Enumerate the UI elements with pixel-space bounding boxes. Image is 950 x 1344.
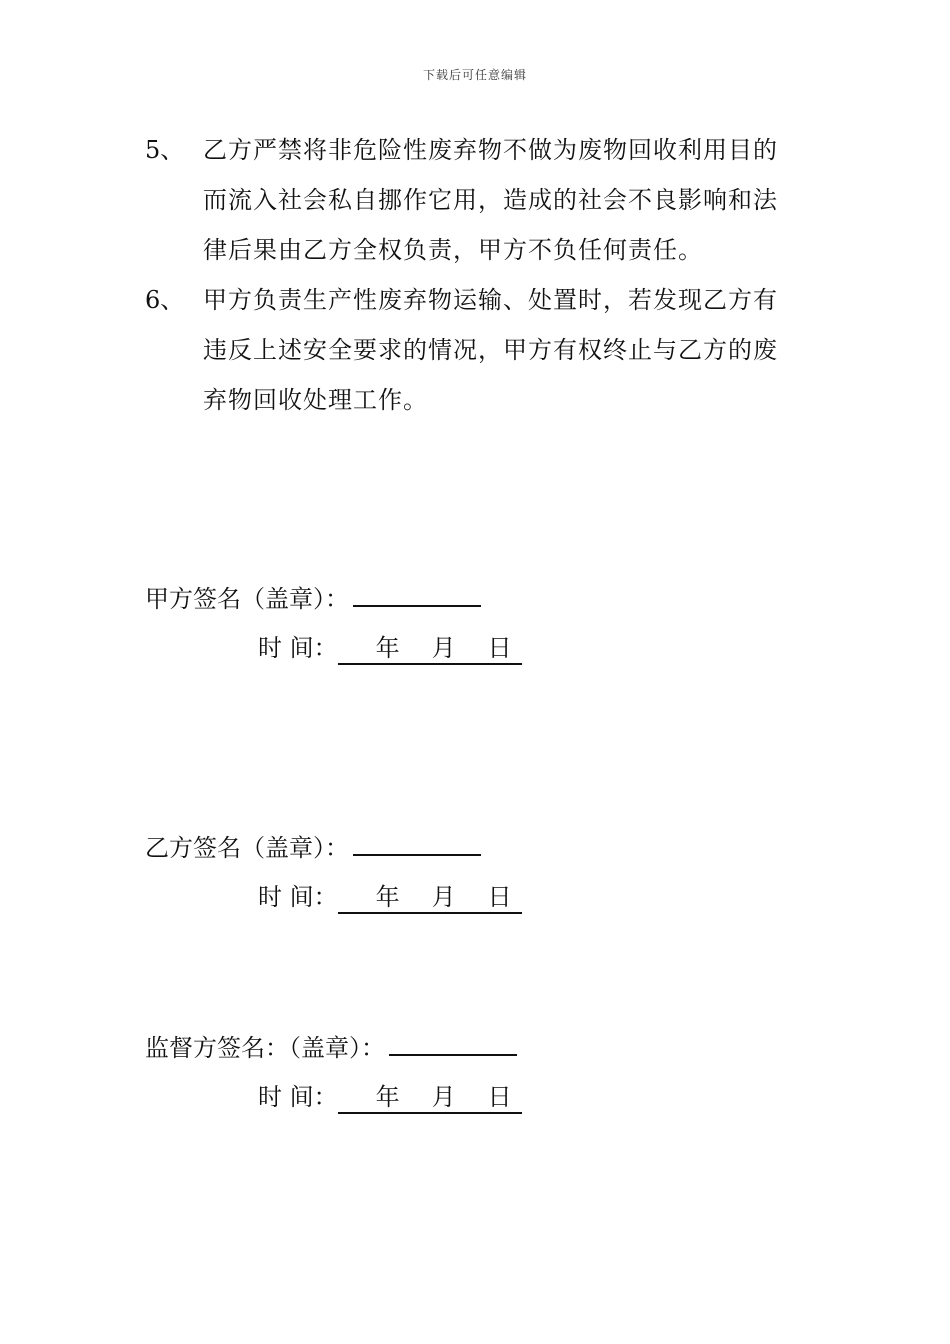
supervisor-date [258, 1082, 522, 1114]
clause-line: 违反上述安全要求的情况，甲方有权终止与乙方的废 [203, 336, 778, 364]
clause-line: 乙方严禁将非危险性废弃物不做为废物回收利用目的 [203, 136, 778, 164]
signature-blank[interactable] [353, 832, 481, 856]
time-label: 时 间： [258, 883, 338, 911]
party-b-signature [145, 832, 481, 863]
clause-line: 甲方负责生产性废弃物运输、处置时，若发现乙方有 [203, 286, 778, 314]
supervisor-signature [145, 1032, 517, 1063]
party-a-date [258, 633, 522, 665]
signature-label: 乙方签名（盖章）： [145, 834, 349, 862]
time-label: 时 间： [258, 1083, 338, 1111]
clause-line: 而流入社会私自挪作它用，造成的社会不良影响和法 [203, 186, 778, 214]
clause-text [203, 275, 823, 425]
day-label: 日 [487, 634, 512, 662]
signature-blank[interactable] [389, 1032, 517, 1056]
signature-label: 甲方签名（盖章）： [145, 585, 349, 613]
page-header: 下载后可任意编辑 [422, 68, 527, 82]
date-field[interactable] [338, 882, 522, 914]
party-a-signature [145, 583, 481, 614]
month-label: 月 [431, 1083, 456, 1111]
signature-blank[interactable] [353, 583, 481, 607]
party-b-date [258, 882, 522, 914]
year-label: 年 [375, 1083, 400, 1111]
clause-line: 律后果由乙方全权负责，甲方不负任何责任。 [203, 236, 703, 264]
signature-label: 监督方签名：（盖章）： [145, 1034, 385, 1062]
day-label: 日 [487, 883, 512, 911]
date-field[interactable] [338, 1082, 522, 1114]
clause-number: 6、 [145, 286, 185, 314]
clause-number: 5、 [145, 136, 185, 164]
clause-text [203, 125, 823, 275]
time-label: 时 间： [258, 634, 338, 662]
year-label: 年 [375, 883, 400, 911]
month-label: 月 [431, 634, 456, 662]
day-label: 日 [487, 1083, 512, 1111]
date-field[interactable] [338, 633, 522, 665]
year-label: 年 [375, 634, 400, 662]
clause-line: 弃物回收处理工作。 [203, 386, 428, 414]
month-label: 月 [431, 883, 456, 911]
